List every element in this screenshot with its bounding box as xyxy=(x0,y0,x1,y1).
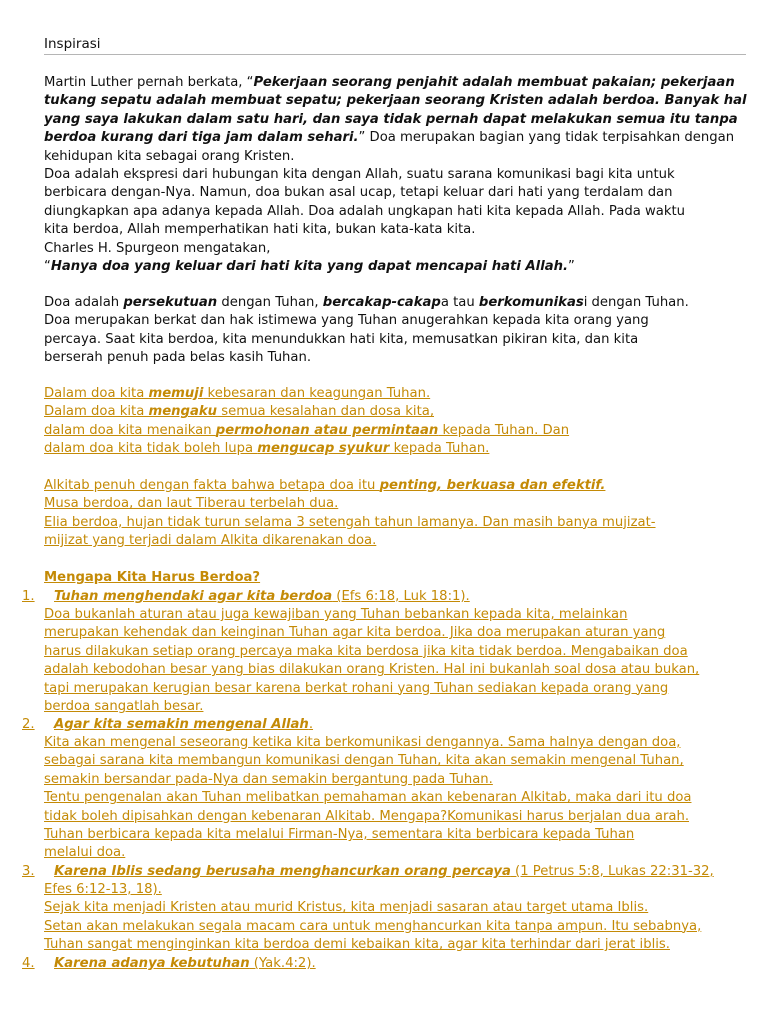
quote-text: Hanya doa yang keluar dari hati kita yang dapat mencapai hati Allah. xyxy=(50,258,569,274)
link-text[interactable]: Dalam doa kita xyxy=(44,404,149,420)
link-paragraph-bible[interactable] xyxy=(44,477,734,551)
link-line[interactable]: harus dilakukan setiap orang percaya maka kita berdosa jika kita tidak berdoa. Mengabaikan doa xyxy=(44,643,688,659)
emphasis-text: bercakap-cakap xyxy=(322,295,441,310)
link-line[interactable]: tidak boleh dipisahkan dengan kebenaran Alkitab. Mengapa?Komunikasi harus berjalan dua arah. xyxy=(44,808,690,824)
quote-text: tukang sepatu adalah membuat sepatu; pekerjaan seorang Kristen adalah berdoa. Banyak hal xyxy=(44,93,747,109)
link-line[interactable] xyxy=(44,385,734,403)
link-paragraph-prayer[interactable] xyxy=(44,385,734,459)
link-text[interactable]: dalam doa kita menaikan xyxy=(44,422,216,438)
item-number[interactable]: 4. xyxy=(22,956,35,971)
item-title-4[interactable] xyxy=(54,955,744,973)
text-line: berbicara dengan-Nya. Namun, doa bukan asal ucap, tetapi keluar dari hati yang terdalam dan xyxy=(44,185,673,201)
item-number[interactable]: 3. xyxy=(22,864,35,879)
text-line: Charles H. Spurgeon mengatakan, xyxy=(44,240,271,256)
quote-text: Pekerjaan seorang penjahit adalah membuat pakaian; pekerjaan xyxy=(253,75,735,90)
item-body-1[interactable] xyxy=(44,606,734,716)
header-divider xyxy=(44,54,746,55)
link-text[interactable]: kepada Tuhan. Dan xyxy=(438,422,570,438)
link-line[interactable]: Kita akan mengenal seseorang ketika kita berkomunikasi dengannya. Sama halnya dengan doa, xyxy=(44,735,681,750)
link-line[interactable] xyxy=(54,716,744,734)
link-line[interactable]: Elia berdoa, hujan tidak turun selama 3 setengah tahun lamanya. Dan masih banya mujizat- xyxy=(44,514,656,530)
text-line: Doa merupakan berkat dan hak istimewa yang Tuhan anugerahkan kepada kita orang yang xyxy=(44,313,649,329)
text-run: Martin Luther pernah berkata, “ xyxy=(44,75,254,90)
text-run: “ xyxy=(44,258,51,274)
section-heading-text[interactable]: Mengapa Kita Harus Berdoa? xyxy=(44,570,261,585)
item-title-text[interactable]: Karena Iblis sedang berusaha menghancurkan orang percaya xyxy=(54,864,511,879)
item-title-1[interactable] xyxy=(54,588,744,606)
link-emphasis[interactable]: penting, berkuasa dan efektif. xyxy=(379,478,606,493)
link-line[interactable]: melalui doa. xyxy=(44,845,126,861)
text-line: kehidupan kita sebagai orang Kristen. xyxy=(44,148,295,164)
paragraph-intro xyxy=(44,74,747,276)
text-run: dengan Tuhan, xyxy=(217,295,323,310)
link-text[interactable]: semua kesalahan dan dosa kita, xyxy=(217,404,435,420)
link-text[interactable]: Alkitab penuh dengan fakta bahwa betapa doa itu xyxy=(44,478,380,493)
text-line: percaya. Saat kita berdoa, kita menundukkan hati kita, memusatkan pikiran kita, dan kita xyxy=(44,331,639,347)
text-run: ” xyxy=(568,258,575,274)
item-reference[interactable]: (Yak.4:2). xyxy=(249,956,316,971)
link-line[interactable]: adalah kebodohan besar yang bias dilakukan orang Kristen. Hal ini bukanlah soal dosa atau bukan, xyxy=(44,662,700,678)
link-line[interactable]: Sejak kita menjadi Kristen atau murid Kristus, kita menjadi sasaran atau target utama Iblis. xyxy=(44,900,649,916)
link-line[interactable]: mijizat yang terjadi dalam Alkita dikarenakan doa. xyxy=(44,533,377,549)
link-line[interactable] xyxy=(44,440,734,458)
page-header: Inspirasi xyxy=(44,36,101,52)
link-line[interactable]: Efes 6:12-13, 18). xyxy=(44,882,162,897)
text-line xyxy=(44,294,734,312)
text-line: diungkapkan apa adanya kepada Allah. Doa adalah ungkapan hati kita kepada Allah. Pada waktu xyxy=(44,203,686,219)
link-line[interactable] xyxy=(54,588,744,606)
link-line[interactable] xyxy=(54,955,744,973)
link-emphasis[interactable]: memuji xyxy=(148,386,204,401)
link-line[interactable] xyxy=(44,477,734,495)
link-emphasis[interactable]: mengaku xyxy=(148,404,218,420)
link-line[interactable] xyxy=(44,403,734,421)
link-line[interactable]: Doa bukanlah aturan atau juga kewajiban yang Tuhan bebankan kepada kita, melainkan xyxy=(44,607,628,622)
link-emphasis[interactable]: mengucap syukur xyxy=(257,441,390,457)
paragraph-definition xyxy=(44,294,734,368)
item-body-3[interactable] xyxy=(44,881,734,955)
item-title-text[interactable]: Agar kita semakin mengenal Allah xyxy=(54,717,309,732)
item-reference[interactable]: (Efs 6:18, Luk 18:1). xyxy=(332,589,470,604)
item-number[interactable]: 1. xyxy=(22,589,35,604)
link-line[interactable] xyxy=(44,422,734,440)
link-line[interactable] xyxy=(54,863,744,881)
text-run: Doa adalah xyxy=(44,295,124,310)
section-heading[interactable] xyxy=(44,569,734,587)
text-line: berserah penuh pada belas kasih Tuhan. xyxy=(44,350,312,366)
text-line xyxy=(44,129,734,147)
link-text[interactable]: kepada Tuhan. xyxy=(389,441,490,457)
link-line[interactable]: merupakan kehendak dan keinginan Tuhan agar kita berdoa. Jika doa merupakan aturan yang xyxy=(44,625,666,641)
item-title-text[interactable]: Tuhan menghendaki agar kita berdoa xyxy=(54,589,333,604)
link-line[interactable]: Tuhan berbicara kepada kita melalui Firman-Nya, sementara kita berbicara kepada Tuhan xyxy=(44,826,635,842)
link-line[interactable]: Musa berdoa, dan laut Tiberau terbelah dua. xyxy=(44,496,339,512)
quote-text: yang saya lakukan dalam satu hari, dan saya tidak pernah dapat melakukan semua itu tanpa xyxy=(44,111,738,127)
text-run: a tau xyxy=(440,295,479,310)
link-text[interactable]: Dalam doa kita xyxy=(44,386,149,401)
text-line: Doa adalah ekspresi dari hubungan kita dengan Allah, suatu sarana komunikasi bagi kita untuk xyxy=(44,166,675,182)
text-run: i dengan Tuhan. xyxy=(583,295,689,310)
link-line[interactable]: tapi merupakan kerugian besar karena berkat rohani yang Tuhan sediakan kepada orang yang xyxy=(44,680,669,696)
text-line xyxy=(44,258,734,276)
link-line[interactable]: Tentu pengenalan akan Tuhan melibatkan pemahaman akan kebenaran Alkitab, maka dari itu doa xyxy=(44,790,692,806)
link-text[interactable]: dalam doa kita tidak boleh lupa xyxy=(44,441,258,457)
item-reference[interactable]: . xyxy=(308,717,314,732)
quote-text: berdoa kurang dari tiga jam dalam sehari. xyxy=(44,130,359,146)
link-line[interactable]: Tuhan sangat menginginkan kita berdoa demi kebaikan kita, agar kita terhindar dari jerat iblis. xyxy=(44,937,670,953)
link-line[interactable]: sebagai sarana kita membangun komunikasi dengan Tuhan, kita akan semakin mengenal Tuhan, xyxy=(44,753,684,769)
link-line[interactable]: semakin bersandar pada-Nya dan semakin bergantung pada Tuhan. xyxy=(44,771,493,787)
item-number[interactable]: 2. xyxy=(22,717,35,732)
link-text[interactable]: kebesaran dan keagungan Tuhan. xyxy=(203,386,431,401)
emphasis-text: persekutuan xyxy=(123,295,218,310)
text-run: ” Doa merupakan bagian yang tidak terpisahkan dengan xyxy=(358,130,735,146)
item-title-text[interactable]: Karena adanya kebutuhan xyxy=(54,956,250,971)
item-reference[interactable]: (1 Petrus 5:8, Lukas 22:31-32, xyxy=(510,864,714,879)
item-title-2[interactable] xyxy=(54,716,744,734)
emphasis-text: berkomunikas xyxy=(478,295,584,310)
item-body-2[interactable] xyxy=(44,734,734,863)
link-emphasis[interactable]: permohonan atau permintaan xyxy=(215,422,439,438)
text-line xyxy=(44,74,734,92)
item-title-3[interactable] xyxy=(54,863,744,881)
link-line[interactable]: Setan akan melakukan segala macam cara untuk menghancurkan kita tanpa ampun. Itu sebabnya, xyxy=(44,918,702,934)
text-line: kita berdoa, Allah memperhatikan hati kita, bukan kata-kata kita. xyxy=(44,222,476,238)
link-line[interactable]: berdoa sangatlah besar. xyxy=(44,698,204,714)
